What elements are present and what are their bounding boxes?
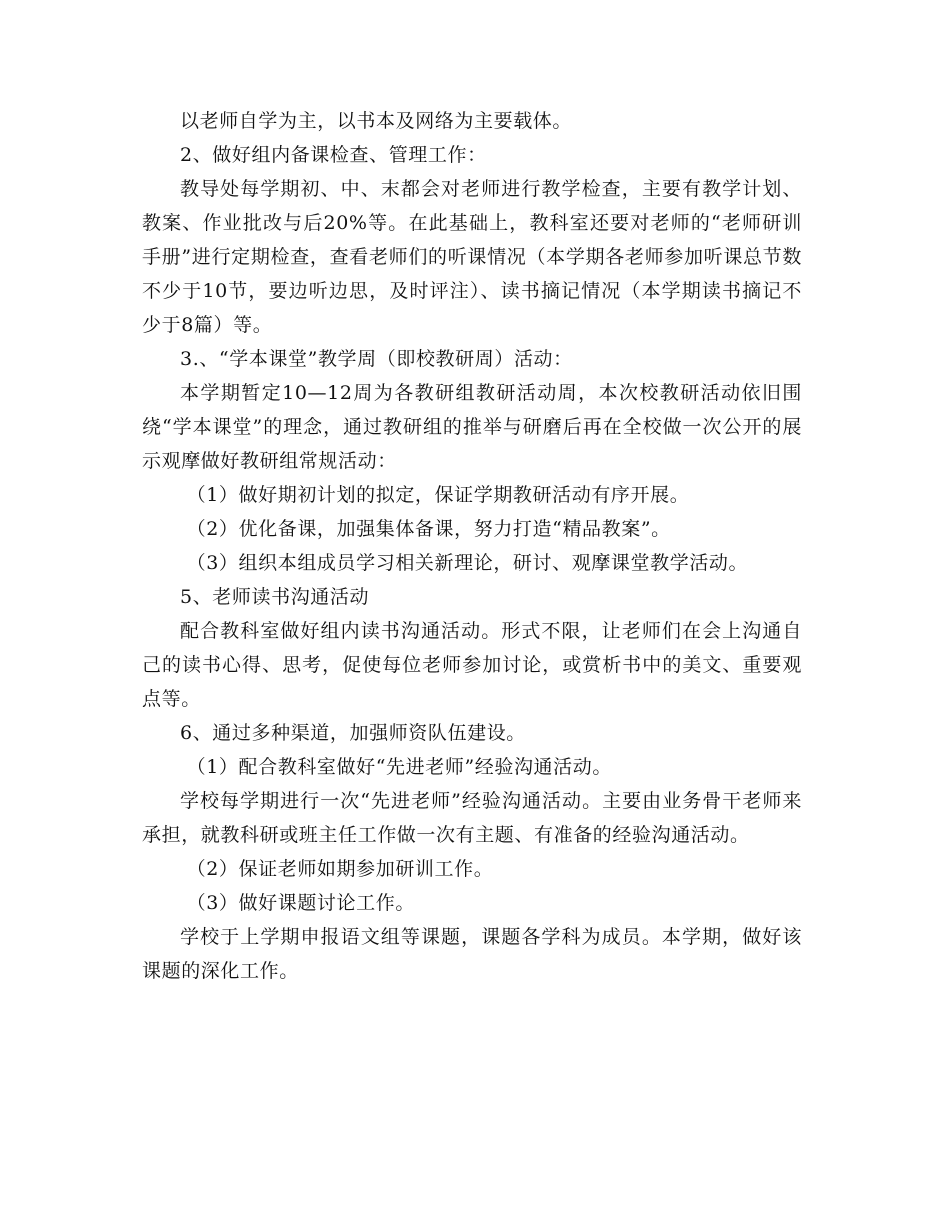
heading-reading-exchange: 5、老师读书沟通活动: [180, 586, 370, 608]
paragraph-teaching-inspection: 教导处每学期初、中、末都会对老师进行教学检查，主要有教学计划、教案、作业批改与后20%等。在此基础上，教科室还要对老师的“老师研训手册”进行定期检查，查看老师们的听课情况（本学期各老师参加听课总节数不少于10节，要边听边思，及时评注）、读书摘记情况（本学期读书摘记不少于8篇）等。: [142, 178, 802, 336]
list-item-training: （2）保证老师如期参加研训工作。: [186, 858, 494, 880]
paragraph-reading-exchange: 配合教科室做好组内读书沟通活动。形式不限，让老师们在会上沟通自己的读书心得、思考，促使每位老师参加讨论，或赏析书中的美文、重要观点等。: [142, 620, 802, 710]
paragraph-teaching-week: 本学期暂定10—12周为各教研组教研活动周，本次校教研活动依旧围绕“学本课堂”的理念，通过教研组的推举与研磨后再在全校做一次公开的展示观摩做好教研组常规活动：: [142, 382, 802, 472]
paragraph-advanced-teacher: 学校每学期进行一次“先进老师”经验沟通活动。主要由业务骨干老师来承担，就教科研或班主任工作做一次有主题、有准备的经验沟通活动。: [142, 790, 802, 846]
heading-lesson-prep-check: 2、做好组内备课检查、管理工作：: [180, 144, 487, 166]
list-item-advanced-teacher: （1）配合教科室做好“先进老师”经验沟通活动。: [186, 756, 612, 778]
heading-staff-building: 6、通过多种渠道，加强师资队伍建设。: [180, 722, 526, 744]
list-item-lesson-prep: （2）优化备课，加强集体备课，努力打造“精品教案”。: [186, 518, 671, 540]
list-item-research-topic: （3）做好课题讨论工作。: [186, 892, 415, 914]
paragraph-self-study: 以老师自学为主，以书本及网络为主要载体。: [180, 110, 573, 132]
document-body: [142, 104, 802, 988]
paragraph-research-topic: 学校于上学期申报语文组等课题，课题各学科为成员。本学期，做好该课题的深化工作。: [142, 926, 802, 982]
list-item-study-theory: （3）组织本组成员学习相关新理论，研讨、观摩课堂教学活动。: [186, 552, 749, 574]
list-item-plan: （1）做好期初计划的拟定，保证学期教研活动有序开展。: [186, 484, 690, 506]
heading-teaching-week: 3.、“学本课堂”教学周（即校教研周）活动：: [180, 348, 573, 370]
